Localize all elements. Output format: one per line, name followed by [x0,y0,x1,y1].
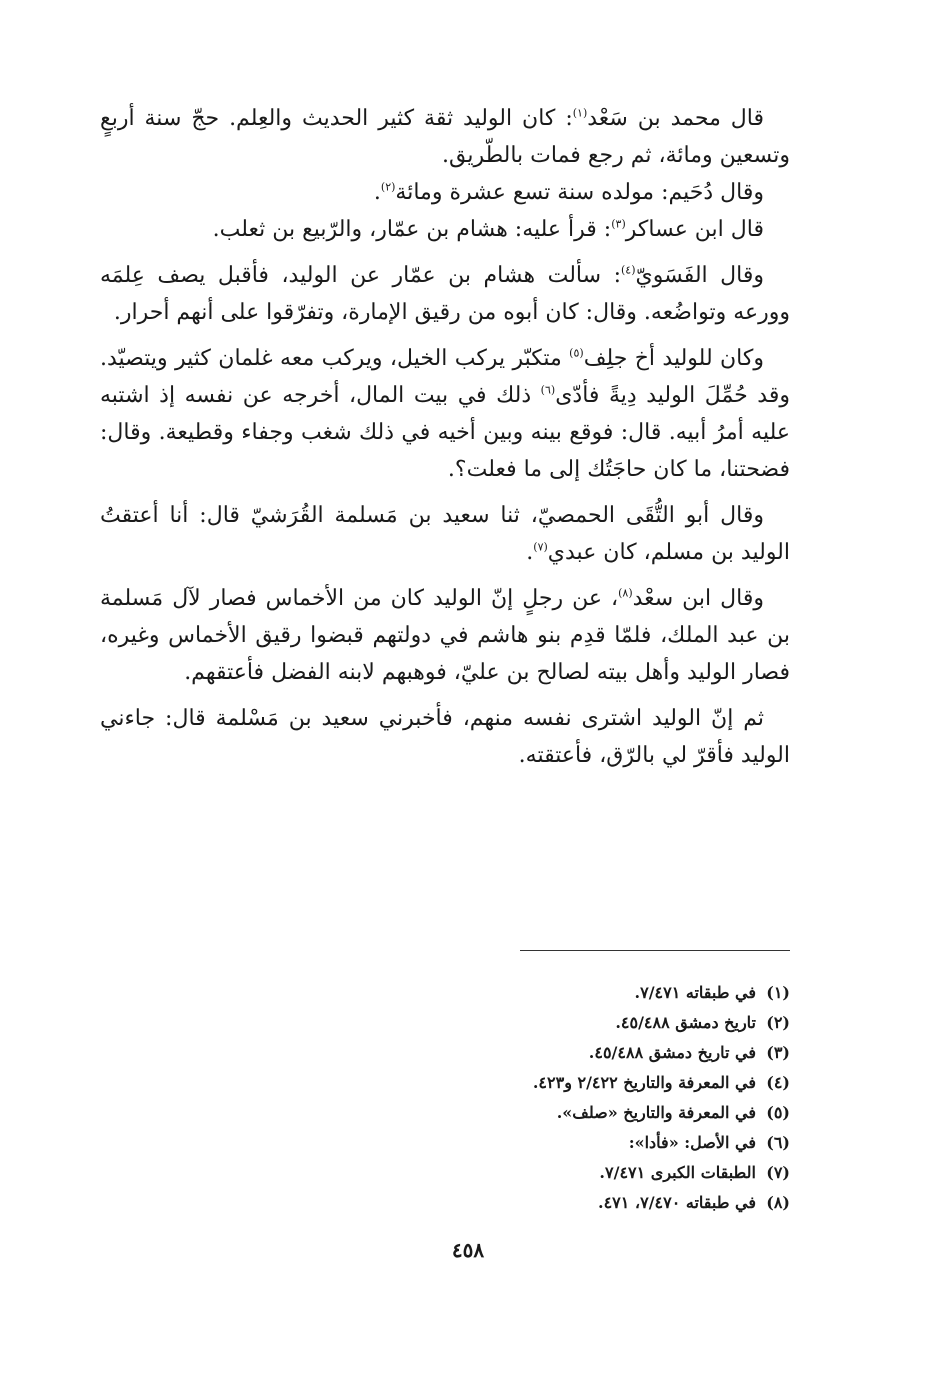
text-run: وكان للوليد أخ جلِف [583,346,764,371]
footnote [250,1008,790,1038]
paragraph [100,100,790,174]
paragraph [100,580,790,691]
text-run: وقال أبو التُّقَى الحمصيّ، ثنا سعيد بن مَسلمة القُرَشيّ قال: أنا أعتقتُ الوليد بن مسلم، كان عبدي [100,503,790,565]
footnote-divider [520,950,790,951]
paragraph [100,340,790,488]
footnote-ref[interactable]: (٤) [620,263,636,277]
footnote-text: الطبقات الكبرى ٧/٤٧١. [599,1163,756,1182]
footnote-ref[interactable]: (٨) [618,586,633,600]
footnote-number: (٤) [766,1073,790,1092]
text-run: ذلك في بيت المال، أخرجه عن نفسه إذ اشتبه عليه أمرُ أبيه. قال: فوقع بينه وبين أخيه في ذلك شغب وجفاء وقطيعة. وقال: فضحتنا، ما كان حاجَتُك إلى ما فعلت؟. [100,383,790,482]
footnote-ref[interactable]: (٢) [380,180,396,194]
footnote-text: في المعرفة والتاريخ ٢/٤٢٢ و٤٢٣. [532,1073,756,1092]
paragraph [100,257,790,331]
text-run: وقال الفَسَويّ [635,263,764,288]
footnote [250,1188,790,1218]
footnote [250,1098,790,1128]
footnote-text: في طبقاته ٧/٤٧٠، ٤٧١. [598,1193,756,1212]
footnote-ref[interactable]: (٣) [611,217,626,231]
text-run: متكبّر يركب الخيل، ويركب معه غلمان كثير ويتصيّد. وقد حُمِّلَ الوليد دِيةً فأدّى [100,346,790,408]
footnote-ref[interactable]: (٥) [569,346,584,360]
text-run: قال ابن عساكر [625,217,764,242]
text-run: : سألت هشام بن عمّار عن الوليد، فأقبل يصف عِلمَه وورعه وتواضُعه. وقال: كان أبوه من رقيق الإمارة، وتفرّقوا على أنهم أحرار. [100,263,790,325]
footnotes [250,978,790,1218]
page-number: ٤٥٨ [451,1238,485,1262]
footnote [250,1128,790,1158]
footnote-number: (١) [766,983,790,1002]
footnote-ref[interactable]: (١) [572,106,588,120]
footnote-text: في المعرفة والتاريخ «صلف». [556,1103,756,1122]
footnote [250,978,790,1008]
paragraph [100,497,790,571]
footnote-text: في طبقاته ٧/٤٧١. [634,983,756,1002]
text-run: : قرأ عليه: هشام بن عمّار، والرّبيع بن ثعلب. [212,217,612,242]
footnote [250,1158,790,1188]
text-run: قال محمد بن سَعْد [587,106,764,131]
text-run: ، عن رجلٍ إنّ الوليد كان من الأخماس فصار لآل مَسلمة بن عبد الملك، فلمّا قدِم بنو هاشم في دولتهم قبضوا رقيق الأخماس وغيره، فصار الوليد وأهل بيته لصالح بن عليّ، فوهبهم لابنه الفضل فأعتقهم. [100,586,790,685]
page-body [100,100,790,783]
text-run: : كان الوليد ثقة كثير الحديث والعِلم. حجّ سنة أربعٍ وتسعين ومائة، ثم رجع فمات بالطّريق. [100,106,790,168]
footnote [250,1038,790,1068]
text-run: وقال دُحَيم: مولده سنة تسع عشرة ومائة [395,180,764,205]
footnote-text: تاريخ دمشق ٤٥/٤٨٨. [615,1013,756,1032]
paragraph [100,700,790,774]
text-run: ثم إنّ الوليد اشترى نفسه منهم، فأخبرني سعيد بن مَسْلمة قال: جاءني الوليد فأقرّ لي بالرّق، فأعتقته. [100,706,790,768]
footnote-number: (٢) [766,1013,790,1032]
main-text [100,100,790,774]
paragraph [100,174,790,211]
footnote-number: (٧) [766,1163,790,1182]
footnote-ref[interactable]: (٧) [533,540,548,554]
footnote-text: في تاريخ دمشق ٤٥/٤٨٨. [588,1043,756,1062]
footnote-number: (٣) [766,1043,790,1062]
footnote-number: (٥) [766,1103,790,1122]
footnote-ref[interactable]: (٦) [540,383,556,397]
text-run: . [373,180,381,205]
paragraph [100,211,790,248]
footnote-text: في الأصل: «فأدا»: [628,1133,756,1152]
text-run: وقال ابن سعْد [632,586,764,611]
footnote [250,1068,790,1098]
footnote-number: (٨) [766,1193,790,1212]
footnote-number: (٦) [766,1133,790,1152]
text-run: . [526,540,534,565]
